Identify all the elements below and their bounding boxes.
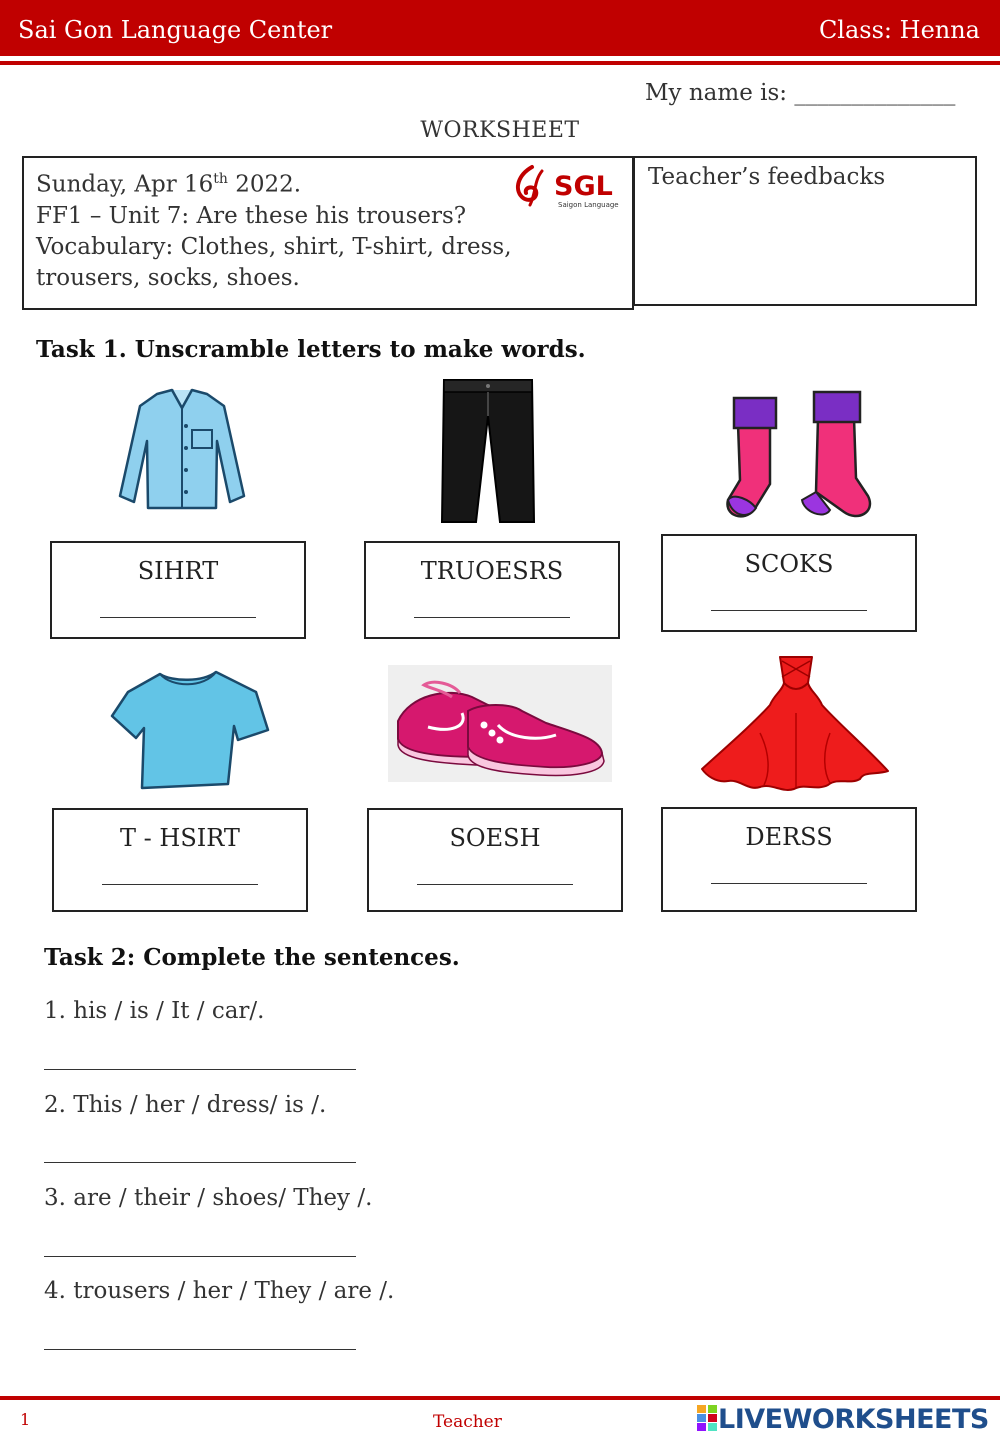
lesson-info — [36, 164, 512, 294]
answer-line-4[interactable] — [44, 1349, 356, 1350]
answer-blank[interactable] — [414, 617, 570, 618]
word-box-shirt[interactable] — [50, 541, 306, 639]
sentence-1: 1. his / is / It / car/. — [44, 998, 265, 1024]
shoes-icon — [388, 665, 612, 782]
tshirt-icon — [108, 664, 272, 794]
scrambled-word: T - HSIRT — [120, 824, 240, 852]
scrambled-word: SIHRT — [137, 557, 219, 585]
sentence-3: 3. are / their / shoes/ They /. — [44, 1185, 373, 1211]
lesson-date: Sunday, Apr 16th 2022. — [36, 171, 302, 198]
lesson-unit: FF1 – Unit 7: Are these his trousers? — [36, 202, 467, 229]
word-box-tshirt[interactable] — [52, 808, 308, 912]
scrambled-word: DERSS — [745, 823, 833, 851]
header-divider — [0, 61, 1000, 65]
scrambled-word: TRUOESRS — [420, 557, 564, 585]
answer-line-1[interactable] — [44, 1069, 356, 1070]
dress-icon — [700, 653, 892, 799]
word-box-socks[interactable] — [661, 534, 917, 632]
page-title: WORKSHEET — [420, 118, 580, 143]
svg-text:SGL: SGL — [554, 171, 613, 202]
shirt-icon — [112, 386, 252, 515]
sentence-2: 2. This / her / dress/ is /. — [44, 1092, 327, 1118]
task2-heading: Task 2: Complete the sentences. — [44, 944, 460, 971]
answer-blank[interactable] — [711, 883, 867, 884]
svg-text:Saigon Language: Saigon Language — [558, 201, 619, 209]
answer-blank[interactable] — [102, 884, 258, 885]
class-label: Class: Henna — [818, 16, 980, 44]
answer-line-3[interactable] — [44, 1256, 356, 1257]
trousers-icon — [440, 376, 536, 528]
liveworksheets-logo-icon — [696, 1404, 718, 1436]
task1-heading: Task 1. Unscramble letters to make words. — [36, 336, 586, 363]
answer-blank[interactable] — [417, 884, 573, 885]
word-box-trousers[interactable] — [364, 541, 620, 639]
name-field[interactable]: My name is: ______________ — [645, 80, 956, 106]
feedback-label: Teacher’s feedbacks — [648, 164, 886, 190]
lesson-vocab-line1: Vocabulary: Clothes, shirt, T-shirt, dress, — [36, 233, 512, 260]
word-box-dress[interactable] — [661, 807, 917, 912]
liveworksheets-brand[interactable]: LIVEWORKSHEETS — [718, 1404, 989, 1435]
sentence-4: 4. trousers / her / They / are /. — [44, 1278, 395, 1304]
sgl-logo — [512, 163, 624, 213]
lesson-vocab-line2: trousers, socks, shoes. — [36, 264, 300, 291]
word-box-shoes[interactable] — [367, 808, 623, 912]
center-name: Sai Gon Language Center — [18, 16, 333, 44]
answer-blank[interactable] — [100, 617, 256, 618]
socks-icon — [720, 388, 880, 530]
page-number: 1 — [20, 1410, 31, 1429]
footer-divider — [0, 1396, 1000, 1400]
footer-teacher: Teacher — [433, 1412, 502, 1432]
answer-line-2[interactable] — [44, 1162, 356, 1163]
scrambled-word: SOESH — [449, 824, 541, 852]
answer-blank[interactable] — [711, 610, 867, 611]
scrambled-word: SCOKS — [744, 550, 834, 578]
